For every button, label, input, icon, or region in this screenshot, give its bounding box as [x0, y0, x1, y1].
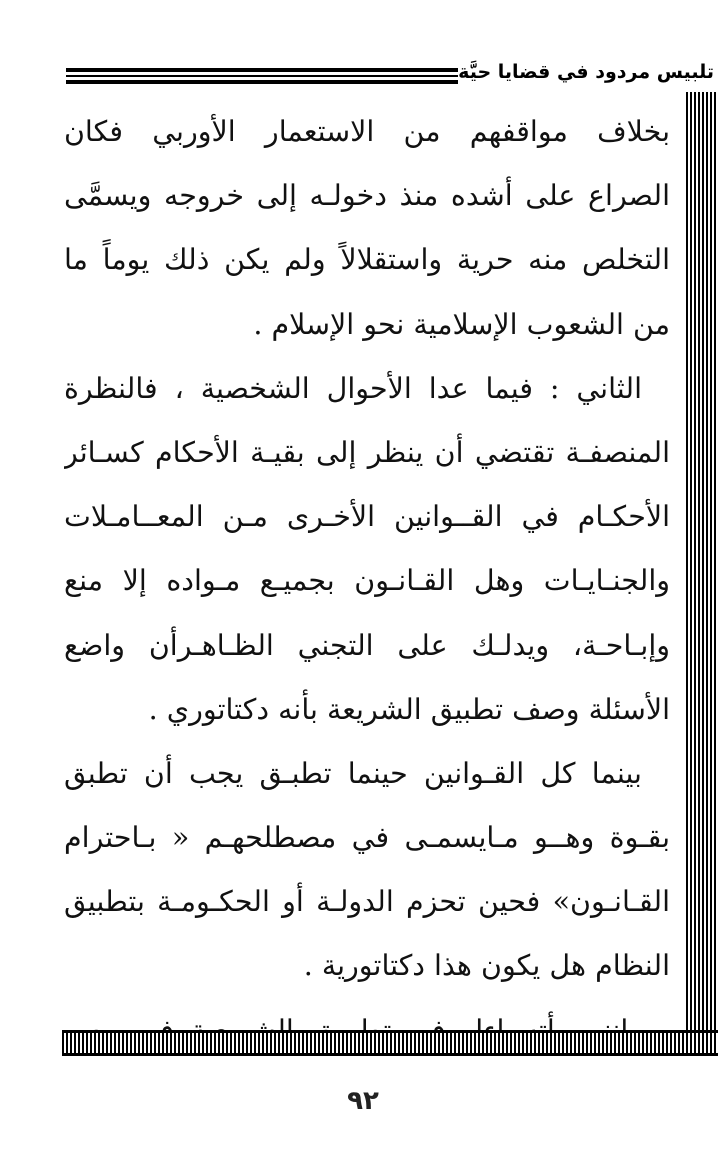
page-body	[64, 100, 670, 1063]
text-line: بخلاف مواقفهم من الاستعمار الأوربي فكان	[64, 115, 670, 148]
text-line: الأسئلة وصف تطبيق الشريعة بأنه دكتاتوري .	[148, 692, 670, 726]
text-line: المنصفـة تقتضي أن ينظر إلى بقيـة الأحكام كسـائر	[64, 435, 670, 469]
page-border-right	[686, 92, 718, 1032]
text-line: الأحكـام في القــوانين الأخـرى مـن المعــامـلات	[64, 500, 670, 534]
text-line: وإبـاحـة، ويدلـك على التجني الظـاهـرأن واضع	[64, 628, 670, 662]
text-line: والجنـايـات وهل القـانـون بجميـع مـواده إلا منع	[64, 564, 670, 598]
header-rule	[66, 68, 458, 86]
page-border-bottom	[62, 1030, 718, 1056]
running-header	[66, 58, 714, 94]
text-line: بقـوة وهــو مـايسمـى في مصطلحهـم « بـاحترام	[64, 821, 670, 855]
text-line: القـانـون» فحين تحزم الدولـة أو الحكـومـة بتطبيق	[64, 885, 670, 919]
text-line: الصراع على أشده منذ دخولـه إلى خروجه ويسمَّى	[64, 179, 670, 213]
text-line: من الشعوب الإسلامية نحو الإسلام .	[253, 307, 670, 341]
text-line: التخلص منه حرية واستقلالاً ولم يكن ذلك يوماً ما	[64, 243, 670, 277]
paragraph-start-line: الثاني : فيما عدا الأحوال الشخصية ، فالنظرة	[64, 371, 642, 405]
text-line: النظام هل يكون هذا دكتاتورية .	[303, 949, 670, 983]
book-title: تلبيس مردود في قضايا حيَّة	[458, 61, 714, 83]
page-number: ٩٢	[347, 1086, 379, 1116]
paragraph-start-line: بينما كل القـوانين حينما تطبـق يجب أن تطبق	[64, 756, 642, 790]
